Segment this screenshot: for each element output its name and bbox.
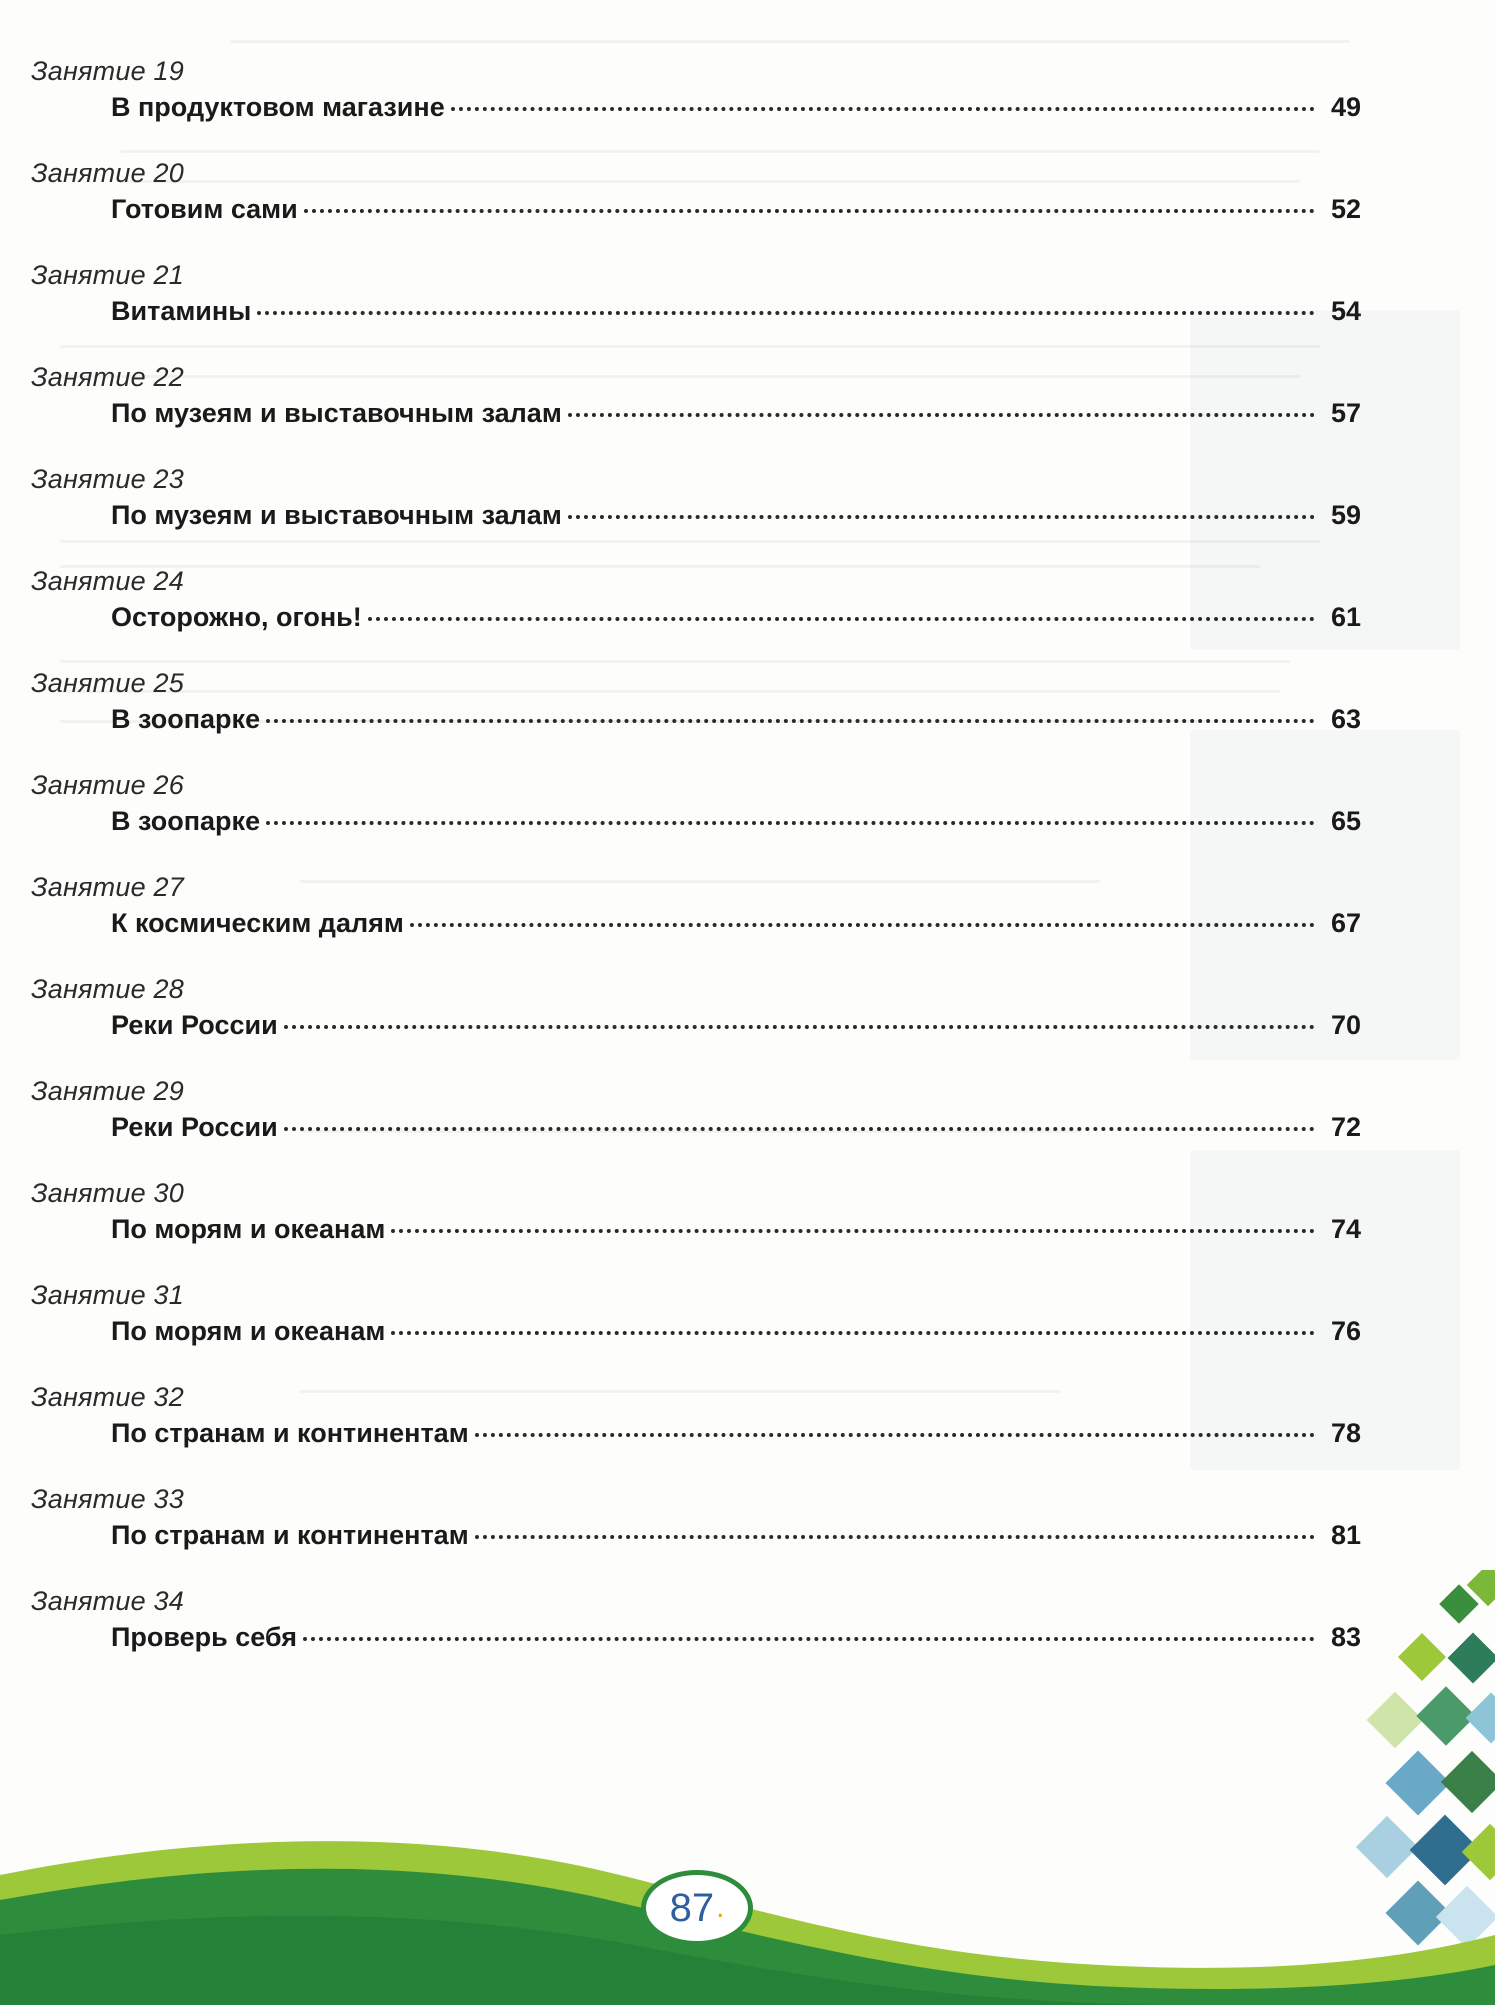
page-number: 72	[1330, 1112, 1361, 1142]
lesson-title: По музеям и выставочным залам	[111, 500, 562, 530]
toc-entry[interactable]	[31, 566, 1361, 668]
lesson-number: Занятие 26	[31, 770, 184, 800]
page-number: 70	[1330, 1010, 1361, 1040]
toc-entry[interactable]	[31, 1382, 1361, 1484]
toc-row	[111, 1010, 1361, 1041]
lesson-title: По музеям и выставочным залам	[111, 398, 562, 428]
lesson-number: Занятие 34	[31, 1586, 184, 1616]
toc-row	[111, 1316, 1361, 1347]
dot-leader	[410, 923, 1315, 927]
toc-row	[111, 908, 1361, 939]
lesson-title: По странам и континентам	[111, 1520, 469, 1550]
page-number-badge	[641, 1870, 753, 1946]
lesson-title: Проверь себя	[111, 1622, 297, 1652]
lesson-title: Готовим сами	[111, 194, 298, 224]
lesson-number: Занятие 23	[31, 464, 184, 494]
toc-row	[111, 1622, 1361, 1653]
table-of-contents	[31, 56, 1361, 1688]
toc-entry[interactable]	[31, 1280, 1361, 1382]
page-number: 63	[1330, 704, 1361, 734]
lesson-number: Занятие 30	[31, 1178, 184, 1208]
toc-entry[interactable]	[31, 158, 1361, 260]
page-number: 59	[1330, 500, 1361, 530]
dot-leader	[284, 1025, 1315, 1029]
dot-leader	[451, 107, 1315, 111]
dot-leader	[368, 617, 1315, 621]
page-number: 65	[1330, 806, 1361, 836]
toc-row	[111, 92, 1361, 123]
lesson-title: В зоопарке	[111, 806, 261, 836]
dot-leader	[303, 1637, 1315, 1641]
dot-leader	[391, 1229, 1315, 1233]
toc-row	[111, 1214, 1361, 1245]
toc-entry[interactable]	[31, 974, 1361, 1076]
page-number: 81	[1330, 1520, 1361, 1550]
toc-entry[interactable]	[31, 1586, 1361, 1688]
toc-entry[interactable]	[31, 1076, 1361, 1178]
toc-entry[interactable]	[31, 668, 1361, 770]
toc-entry[interactable]	[31, 362, 1361, 464]
toc-row	[111, 602, 1361, 633]
dot-leader	[475, 1535, 1315, 1539]
lesson-title: В продуктовом магазине	[111, 92, 445, 122]
lesson-number: Занятие 21	[31, 260, 184, 290]
lesson-title: Витамины	[111, 296, 252, 326]
page-number: 78	[1330, 1418, 1361, 1448]
lesson-title: Осторожно, огонь!	[111, 602, 362, 632]
lesson-number: Занятие 24	[31, 566, 184, 596]
lesson-title: В зоопарке	[111, 704, 261, 734]
lesson-number: Занятие 33	[31, 1484, 184, 1514]
lesson-title: По морям и океанам	[111, 1214, 386, 1244]
toc-row	[111, 296, 1361, 327]
dot-leader	[266, 719, 1315, 723]
dot-leader	[568, 413, 1315, 417]
lesson-number: Занятие 32	[31, 1382, 184, 1412]
dot-leader	[304, 209, 1315, 213]
lesson-title: По странам и континентам	[111, 1418, 469, 1448]
lesson-title: Реки России	[111, 1112, 278, 1142]
page-number: 67	[1330, 908, 1361, 938]
toc-row	[111, 500, 1361, 531]
dot-leader	[266, 821, 1315, 825]
toc-entry[interactable]	[31, 872, 1361, 974]
toc-row	[111, 398, 1361, 429]
page-number: 54	[1330, 296, 1361, 326]
lesson-number: Занятие 22	[31, 362, 184, 392]
toc-row	[111, 1418, 1361, 1449]
lesson-number: Занятие 25	[31, 668, 184, 698]
page-number: 61	[1330, 602, 1361, 632]
lesson-number: Занятие 20	[31, 158, 184, 188]
dot-leader	[568, 515, 1315, 519]
lesson-title: К космическим далям	[111, 908, 404, 938]
page-number: 76	[1330, 1316, 1361, 1346]
toc-row	[111, 806, 1361, 837]
toc-entry[interactable]	[31, 260, 1361, 362]
toc-entry[interactable]	[31, 56, 1361, 158]
page-number: 49	[1330, 92, 1361, 122]
toc-entry[interactable]	[31, 770, 1361, 872]
page-number: 57	[1330, 398, 1361, 428]
lesson-title: По морям и океанам	[111, 1316, 386, 1346]
lesson-title: Реки России	[111, 1010, 278, 1040]
dot-leader	[391, 1331, 1315, 1335]
page-number: 83	[1330, 1622, 1361, 1652]
dot-leader	[257, 311, 1315, 315]
page-number: 74	[1330, 1214, 1361, 1244]
toc-entry[interactable]	[31, 464, 1361, 566]
lesson-number: Занятие 28	[31, 974, 184, 1004]
dot-leader	[284, 1127, 1315, 1131]
toc-row	[111, 1520, 1361, 1551]
dot-leader	[475, 1433, 1315, 1437]
lesson-number: Занятие 19	[31, 56, 184, 86]
toc-entry[interactable]	[31, 1178, 1361, 1280]
toc-row	[111, 194, 1361, 225]
lesson-number: Занятие 29	[31, 1076, 184, 1106]
page-number-text: 87	[669, 1885, 715, 1930]
toc-row	[111, 1112, 1361, 1143]
toc-entry[interactable]	[31, 1484, 1361, 1586]
lesson-number: Занятие 31	[31, 1280, 184, 1310]
page-number: 52	[1330, 194, 1361, 224]
page-number-dot: .	[716, 1891, 725, 1924]
lesson-number: Занятие 27	[31, 872, 184, 902]
toc-row	[111, 704, 1361, 735]
